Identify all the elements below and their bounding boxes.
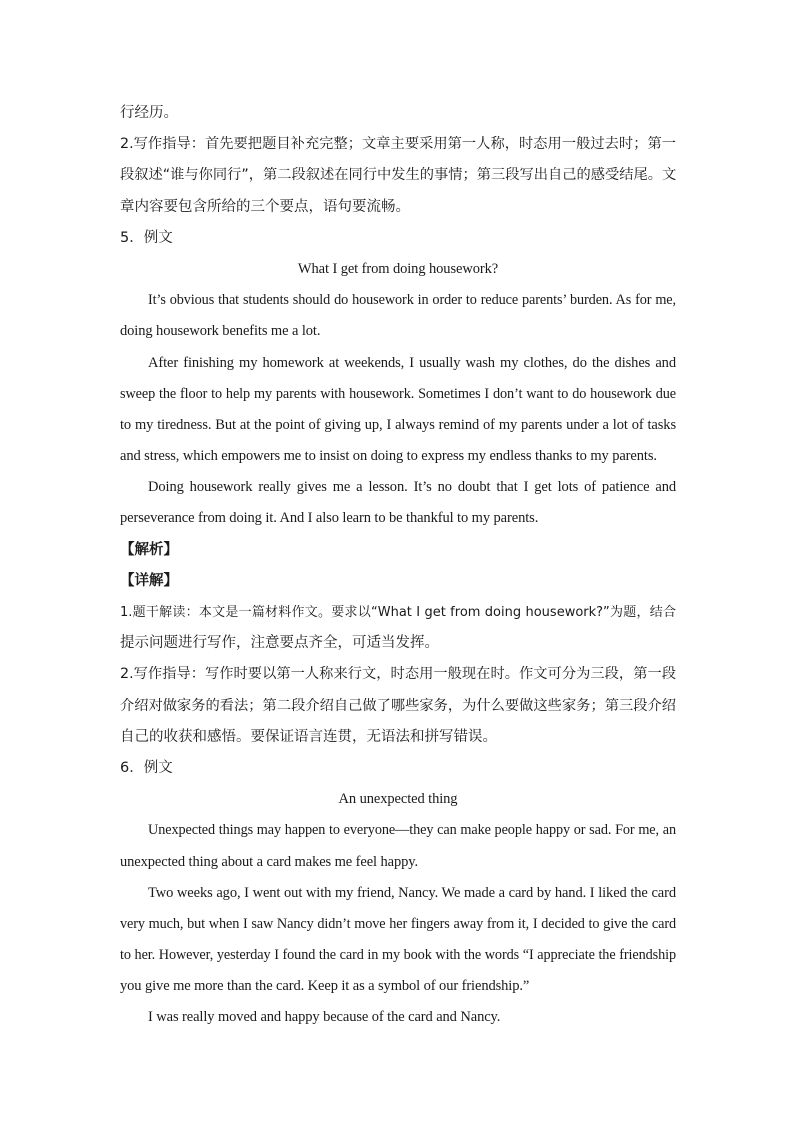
detail-line-1: 1.题干解读：本文是一篇材料作文。要求以“What I get from doing housework?”为题，结合 (120, 605, 676, 620)
section5-heading: 5．例文 (120, 229, 173, 246)
section6-essay-title: An unexpected thing (338, 791, 458, 808)
section5-essay-title: What I get from doing housework? (297, 260, 499, 277)
section6-essay-line-2: unexpected thing about a card makes me feel happy. (120, 853, 419, 870)
analysis-label: 【解析】 (120, 541, 178, 558)
section5-essay-line-7: Doing housework really gives me a lesson. It’s no doubt that I get lots of patience and (148, 479, 676, 496)
detail-line-3: 2.写作指导：写作时要以第一人称来行文，时态用一般现在时。作文可分为三段，第一段 (120, 666, 676, 683)
section5-essay-line-8: perseverance from doing it. And I also learn to be thankful to my parents. (120, 510, 539, 527)
section5-essay-line-2: doing housework benefits me a lot. (120, 323, 321, 340)
guide-line-3: 章内容要包含所给的三个要点，语句要流畅。 (120, 198, 410, 215)
previous-answer-tail: 行经历。 (120, 105, 178, 121)
guide-line-1: 2.写作指导：首先要把题目补充完整；文章主要采用第一人称，时态用一般过去时；第一 (120, 136, 676, 153)
guide-line-2: 段叙述“谁与你同行”，第二段叙述在同行中发生的事情；第三段写出自己的感受结尾。文 (120, 167, 676, 184)
detail-line-2: 提示问题进行写作，注意要点齐全，可适当发挥。 (120, 635, 439, 652)
section5-essay-line-3: After finishing my homework at weekends, I usually wash my clothes, do the dishes and (148, 354, 676, 371)
section5-essay-line-4: sweep the floor to help my parents with housework. Sometimes I don’t want to do housework due (120, 385, 676, 402)
document-page (120, 98, 676, 1034)
section5-essay-line-1: It’s obvious that students should do housework in order to reduce parents’ burden. As for me, (148, 292, 676, 309)
section6-heading: 6．例文 (120, 759, 173, 776)
section6-essay-line-5: to her. However, yesterday I found the card in my book with the words “I appreciate the friendship (120, 947, 676, 964)
section6-essay-line-6: you give me more than the card. Keep it as a symbol of our friendship.” (120, 978, 530, 995)
detail-label: 【详解】 (120, 572, 178, 589)
detail-line-5: 自己的收获和感悟。要保证语言连贯，无语法和拼写错误。 (120, 728, 497, 745)
section5-essay-line-5: to my tiredness. But at the point of giving up, I always remind of my parents under a lot of tasks (120, 416, 676, 433)
section6-essay-line-3: Two weeks ago, I went out with my friend, Nancy. We made a card by hand. I liked the card (148, 884, 676, 901)
section6-essay-line-4: very much, but when I saw Nancy didn’t move her fingers away from it, I decided to give the card (120, 915, 676, 932)
section6-essay-line-7: I was really moved and happy because of the card and Nancy. (148, 1009, 501, 1026)
section5-essay-line-6: and stress, which empowers me to insist on doing to express my endless thanks to my parents. (120, 448, 657, 465)
section6-essay-line-1: Unexpected things may happen to everyone—they can make people happy or sad. For me, an (148, 822, 676, 839)
detail-line-4: 介绍对做家务的看法；第二段介绍自己做了哪些家务，为什么要做这些家务；第三段介绍 (120, 697, 676, 714)
